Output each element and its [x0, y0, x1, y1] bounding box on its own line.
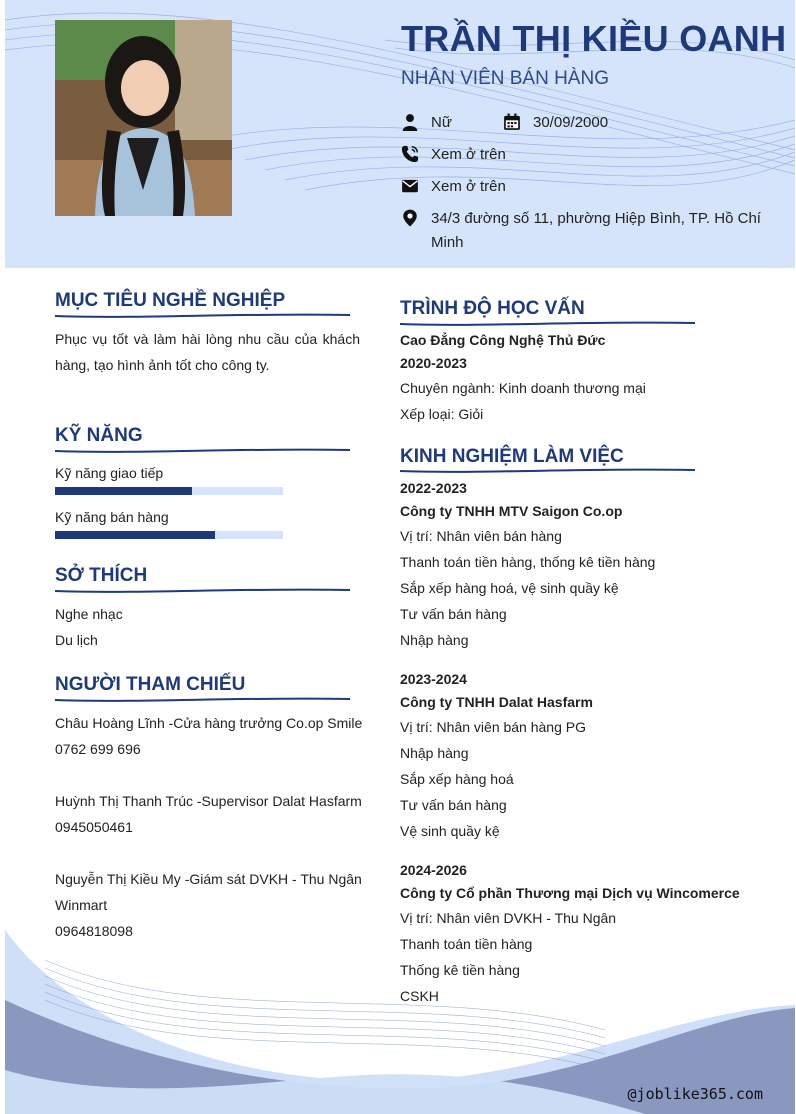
- skill-label: Kỹ năng bán hàng: [55, 509, 169, 525]
- gender-row: [401, 111, 452, 135]
- objective-title: MỤC TIÊU NGHỀ NGHIỆP: [55, 290, 286, 311]
- candidate-job-title: NHÂN VIÊN BÁN HÀNG: [401, 68, 609, 89]
- references-title: NGƯỜI THAM CHIẾU: [55, 674, 246, 695]
- job-years: 2023-2024: [400, 671, 467, 687]
- envelope-icon: [401, 177, 419, 195]
- user-icon: [401, 113, 419, 131]
- header: [5, 0, 795, 268]
- job-detail: Tư vấn bán hàng: [400, 606, 507, 622]
- experience-title-underline: [400, 467, 695, 475]
- education-years: 2020-2023: [400, 355, 467, 371]
- job-company: Công ty Cổ phần Thương mại Dịch vụ Wincomerce: [400, 885, 740, 901]
- address-value: 34/3 đường số 11, phường Hiệp Bình, TP. Hồ Chí Minh: [431, 210, 761, 251]
- job-detail: Vệ sinh quầy kệ: [400, 823, 500, 839]
- phone-row: [401, 143, 506, 167]
- hobbies-title: SỞ THÍCH: [55, 565, 148, 586]
- job-detail: Vị trí: Nhân viên bán hàng: [400, 528, 562, 544]
- phone-icon: [401, 145, 419, 163]
- reference-name: Châu Hoàng Lĩnh -Cửa hàng trưởng Co.op Smile: [55, 715, 363, 731]
- job-company: Công ty TNHH MTV Saigon Co.op: [400, 503, 623, 519]
- education-major: Chuyên ngành: Kinh doanh thương mại: [400, 380, 646, 396]
- experience-title: KINH NGHIỆM LÀM VIỆC: [400, 446, 624, 467]
- address-row: [401, 207, 761, 255]
- hobbies-title-underline: [55, 587, 350, 595]
- map-pin-icon: [401, 209, 419, 227]
- skill-label: Kỹ năng giao tiếp: [55, 465, 164, 481]
- job-detail: Nhập hàng: [400, 632, 469, 648]
- skills-title: KỸ NĂNG: [55, 425, 143, 446]
- skill-bar: [55, 487, 283, 495]
- reference-phone: 0964818098: [55, 923, 133, 939]
- job-detail: CSKH: [400, 988, 439, 1004]
- job-years: 2022-2023: [400, 480, 467, 496]
- candidate-name: TRẦN THỊ KIỀU OANH: [401, 18, 787, 59]
- hobby-item: Du lịch: [55, 632, 98, 648]
- gender-value: Nữ: [431, 114, 452, 131]
- job-detail: Nhập hàng: [400, 745, 469, 761]
- job-detail: Tư vấn bán hàng: [400, 797, 507, 813]
- watermark: @joblike365.com: [627, 1085, 763, 1103]
- school-name: Cao Đẳng Công Nghệ Thủ Đức: [400, 332, 606, 348]
- email-value: Xem ở trên: [431, 178, 506, 195]
- phone-value: Xem ở trên: [431, 146, 506, 163]
- references-title-underline: [55, 696, 350, 704]
- email-row: [401, 175, 506, 199]
- job-company: Công ty TNHH Dalat Hasfarm: [400, 694, 593, 710]
- birthday-value: 30/09/2000: [533, 114, 609, 131]
- reference-name: Nguyễn Thị Kiều My -Giám sát DVKH - Thu Ngân Winmart: [55, 871, 362, 913]
- job-detail: Sắp xếp hàng hoá: [400, 771, 514, 787]
- skills-title-underline: [55, 447, 350, 455]
- objective-text: Phục vụ tốt và làm hài lòng nhu cầu của khách hàng, tạo hình ảnh tốt cho công ty.: [55, 331, 360, 373]
- reference-name: Huỳnh Thị Thanh Trúc -Supervisor Dalat Hasfarm: [55, 793, 362, 809]
- job-detail: Vị trí: Nhân viên bán hàng PG: [400, 719, 586, 735]
- job-detail: Thanh toán tiền hàng: [400, 936, 533, 952]
- job-detail: Thanh toán tiền hàng, thống kê tiền hàng: [400, 554, 656, 570]
- hobby-item: Nghe nhạc: [55, 606, 123, 622]
- skill-bar: [55, 531, 283, 539]
- job-detail: Thống kê tiền hàng: [400, 962, 520, 978]
- job-years: 2024-2026: [400, 862, 467, 878]
- skill-bar-fill: [55, 531, 215, 539]
- skill-bar-fill: [55, 487, 192, 495]
- birthday-row: [503, 111, 608, 135]
- job-detail: Vị trí: Nhân viên DVKH - Thu Ngân: [400, 910, 617, 926]
- profile-photo-illustration: [55, 20, 232, 216]
- job-detail: Sắp xếp hàng hoá, vệ sinh quầy kệ: [400, 580, 619, 596]
- reference-phone: 0762 699 696: [55, 741, 141, 757]
- profile-photo: [55, 20, 232, 216]
- cv-page: [5, 0, 795, 1114]
- education-grade: Xếp loại: Giỏi: [400, 406, 484, 422]
- objective-title-underline: [55, 312, 350, 320]
- education-title: TRÌNH ĐỘ HỌC VẤN: [400, 298, 585, 319]
- reference-phone: 0945050461: [55, 819, 133, 835]
- calendar-icon: [503, 113, 521, 131]
